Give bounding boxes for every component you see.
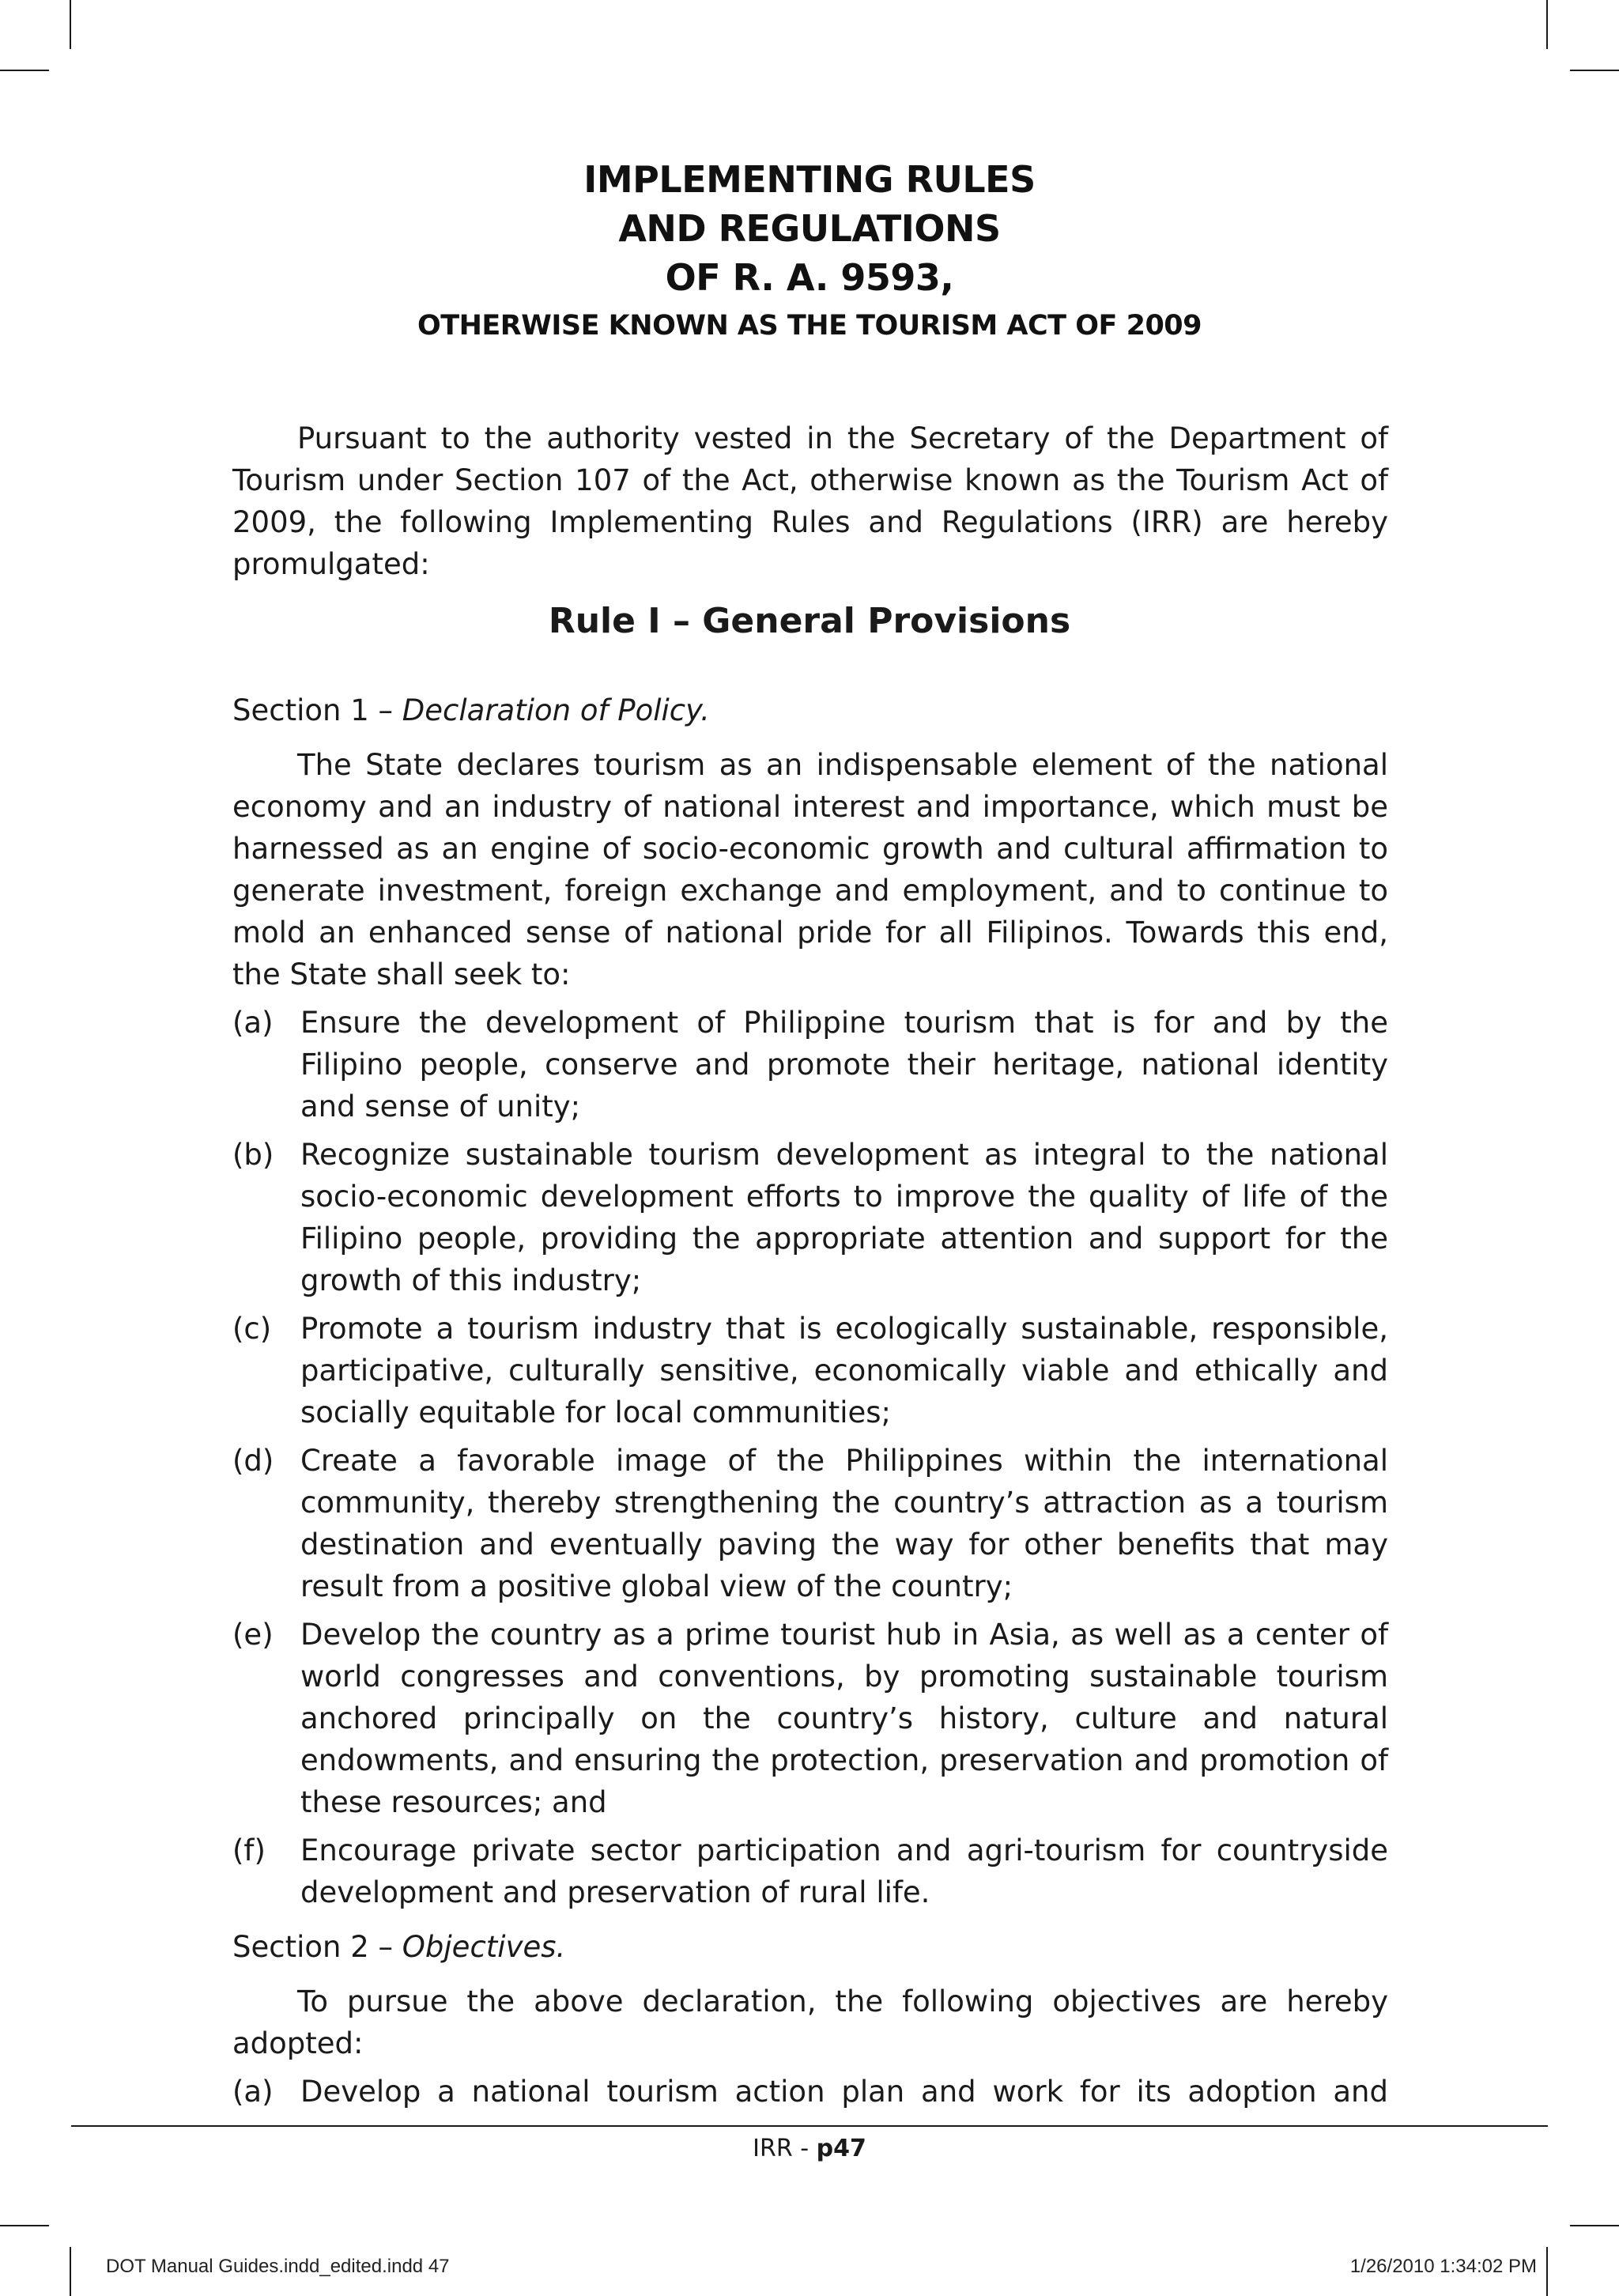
footer-divider [71, 2125, 1548, 2127]
rule-heading: Rule I – General Provisions [548, 601, 1071, 641]
section-1-paragraph: The State declares tourism as an indispensable element of the national economy and an industry of national interest and importance, which must be harnessed as an engine of socio-economic growth and cultural affirmation to generate investment, foreign exchange and employment, and to continue to mold an enhanced sense of national pride for all Filipinos. Towards this end, the State shall seek to: [232, 748, 1388, 991]
crop-mark-bottom-left-horizontal [0, 2225, 49, 2226]
list-item-marker: (f) [232, 1833, 266, 1867]
crop-mark-bottom-right-horizontal [1570, 2225, 1619, 2226]
crop-mark-top-left-horizontal [0, 70, 49, 71]
title-line-2: AND REGULATIONS [618, 207, 1001, 250]
list-item-marker: (d) [232, 1444, 274, 1478]
section-1-heading [232, 689, 1388, 731]
crop-mark-top-left [70, 0, 71, 49]
section-2-paragraph: To pursue the above declaration, the following objectives are hereby adopted: [232, 1984, 1388, 2060]
crop-mark-top-right [1546, 0, 1548, 49]
list-item-marker: (a) [232, 1006, 274, 1040]
title-line-1: IMPLEMENTING RULES [583, 158, 1036, 201]
list-item-marker: (e) [232, 1618, 274, 1652]
crop-mark-top-right-horizontal [1570, 70, 1619, 71]
title-line-4: OTHERWISE KNOWN AS THE TOURISM ACT OF 2009 [417, 310, 1202, 342]
list-item [232, 1614, 1388, 1823]
page-footer [0, 2132, 1619, 2166]
list-item [232, 1134, 1388, 1301]
section-1-list [232, 1002, 1388, 1913]
footer-prefix: IRR - [753, 2135, 817, 2162]
slug-timestamp: 1/26/2010 1:34:02 PM [1349, 2256, 1537, 2277]
section-2 [232, 1926, 1388, 2113]
intro-block [232, 417, 1388, 585]
list-item-text: Develop a national tourism action plan and work for its adoption and [300, 2075, 1388, 2109]
list-item [232, 1830, 1388, 1913]
slug-file-name: DOT Manual Guides.indd_edited.indd 47 [106, 2256, 450, 2277]
section-1-label: Section 1 – [232, 693, 394, 727]
crop-mark-bottom-left [70, 2247, 71, 2296]
crop-mark-bottom-right [1546, 2247, 1548, 2296]
list-item [232, 1440, 1388, 1607]
section-2-heading [232, 1926, 1388, 1968]
section-2-list [232, 2071, 1388, 2113]
section-2-title: Objectives. [402, 1930, 566, 1964]
list-item-marker: (b) [232, 1138, 274, 1172]
document-title [0, 155, 1619, 349]
section-1-title: Declaration of Policy. [402, 693, 710, 727]
list-item-text: Recognize sustainable tourism development as integral to the national socio-economic development efforts to improve the quality of life of the Filipino people, providing the appropriate attention and support for the growth of this industry; [300, 1138, 1388, 1297]
list-item [232, 2071, 1388, 2113]
list-item-text: Create a favorable image of the Philippines within the international community, thereby strengthening the country’s attraction as a tourism destination and eventually paving the way for other benefits that may result from a positive global view of the country; [300, 1444, 1388, 1603]
list-item [232, 1002, 1388, 1127]
list-item-text: Ensure the development of Philippine tourism that is for and by the Filipino people, conserve and promote their heritage, national identity and sense of unity; [300, 1006, 1388, 1123]
list-item-text: Develop the country as a prime tourist hub in Asia, as well as a center of world congresses and conventions, by promoting sustainable tourism anchored principally on the country’s history, culture and natural endowments, and ensuring the protection, preservation and promotion of these resources; and [300, 1618, 1388, 1819]
list-item-marker: (c) [232, 1312, 272, 1346]
intro-paragraph: Pursuant to the authority vested in the Secretary of the Department of Tourism under Section 107 of the Act, otherwise known as the Tourism Act of 2009, the following Implementing Rules and Regulations (IRR) are hereby promulgated: [232, 421, 1388, 581]
section-2-label: Section 2 – [232, 1930, 394, 1964]
list-item [232, 1308, 1388, 1433]
list-item-text: Encourage private sector participation and agri-tourism for countryside development and preservation of rural life. [300, 1833, 1388, 1909]
title-line-3: OF R. A. 9593, [665, 256, 954, 299]
list-item-marker: (a) [232, 2075, 274, 2109]
list-item-text: Promote a tourism industry that is ecologically sustainable, responsible, participative, culturally sensitive, economically viable and ethically and socially equitable for local communities; [300, 1312, 1388, 1429]
section-1 [232, 689, 1388, 1913]
page-number: p47 [816, 2135, 866, 2162]
